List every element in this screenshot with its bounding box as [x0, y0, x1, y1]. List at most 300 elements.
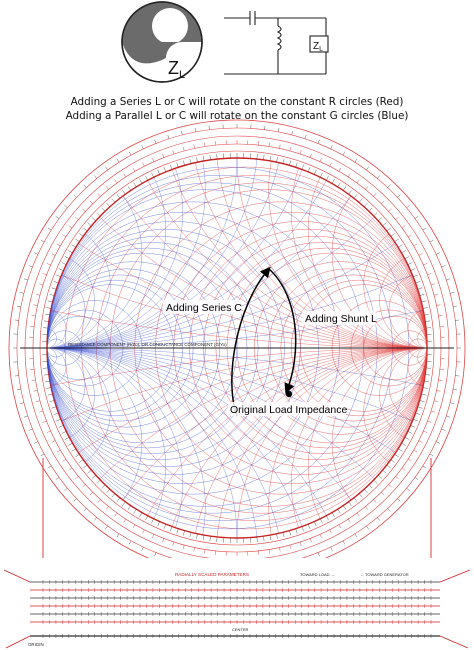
scale-tick	[402, 468, 405, 470]
scale-tick	[173, 150, 174, 154]
scale-tick	[133, 168, 135, 171]
scale-tick	[425, 321, 430, 322]
scale-tick	[402, 226, 405, 228]
scale-tick	[115, 180, 117, 183]
caption-line-parallel: Adding a Parallel L or C will rotate on the constant G circles (Blue)	[65, 110, 409, 122]
smith-chart	[0, 118, 474, 558]
scale-tick	[72, 245, 76, 248]
scale-tick	[415, 477, 418, 479]
scale-tick	[453, 389, 457, 390]
scale-tick	[343, 152, 345, 156]
scale-tick	[75, 476, 78, 479]
scale-tick	[83, 465, 87, 468]
scale-tick	[34, 390, 38, 391]
scale-tick	[411, 425, 416, 427]
scale-tick	[292, 131, 293, 135]
scale-tick	[378, 218, 382, 221]
scale-tick	[43, 368, 48, 369]
scale-tick	[105, 167, 107, 170]
scale-tick	[48, 228, 51, 230]
scale-tick	[204, 549, 205, 553]
scale-tick	[357, 180, 359, 183]
scale-tick	[277, 157, 278, 162]
scale-tick	[318, 553, 319, 557]
scale-tick	[296, 529, 298, 534]
scale-tick	[289, 531, 290, 536]
scale-tick	[75, 454, 79, 457]
scale-tick	[24, 416, 28, 417]
scale-tick	[92, 475, 96, 478]
scale-tick	[398, 245, 402, 248]
scale-tick	[36, 401, 40, 402]
scale-tick	[50, 294, 55, 295]
scale-tick	[405, 256, 409, 258]
scale-tick	[168, 557, 169, 558]
scale-tick	[419, 254, 423, 256]
scale-tick	[209, 126, 210, 130]
scale-endcap	[440, 636, 468, 648]
scale-tick	[397, 195, 400, 198]
scale-tick	[450, 403, 454, 404]
center-label: CENTER	[232, 627, 249, 632]
scale-tick	[29, 429, 33, 430]
scale-tick	[140, 513, 143, 517]
scale-tick	[181, 131, 182, 135]
scale-tick	[164, 167, 166, 172]
scale-tick	[354, 498, 357, 502]
scale-tick	[414, 450, 417, 452]
scale-tick	[217, 537, 218, 542]
scale-tick	[98, 193, 101, 196]
scale-tick	[46, 307, 51, 308]
scale-tick	[65, 256, 69, 258]
scale-tick	[283, 159, 284, 164]
scale-tick	[106, 186, 109, 189]
constant-x-arc	[0, 348, 474, 558]
scale-tick	[446, 416, 450, 417]
scale-tick	[426, 368, 431, 369]
scale-tick	[413, 275, 418, 277]
scale-tick	[117, 498, 120, 502]
scale-tick	[408, 459, 411, 461]
scale-tick	[374, 480, 378, 483]
scale-tick	[395, 454, 399, 457]
original-load-point	[286, 391, 292, 397]
scale-tick	[389, 485, 392, 488]
scale-tick	[300, 150, 301, 154]
scale-tick	[326, 516, 328, 520]
scale-tick	[143, 530, 145, 534]
scale-endcap	[4, 570, 30, 582]
scale-tick	[183, 531, 184, 536]
scale-tick	[455, 376, 459, 377]
caption-line-series: Adding a Series L or C will rotate on the constant R circles (Red)	[70, 96, 404, 108]
original-load-label: Original Load Impedance	[230, 404, 348, 416]
scale-tick	[423, 388, 428, 389]
scale-tick	[112, 199, 115, 203]
scale-tick	[107, 203, 110, 207]
scale-tick	[426, 328, 431, 329]
scale-tick	[170, 527, 172, 532]
scale-tick	[34, 442, 38, 444]
scale-tick	[423, 431, 427, 433]
scale-tick	[279, 548, 280, 552]
scale-tick	[84, 508, 87, 511]
scale-tick	[408, 431, 412, 433]
scale-tick	[330, 530, 332, 534]
scale-tick	[203, 156, 204, 161]
scale-tick	[416, 413, 421, 415]
scale-tick	[94, 175, 97, 178]
scale-tick	[48, 466, 51, 468]
scale-tick	[88, 223, 92, 226]
scale-tick	[145, 516, 147, 520]
scale-tick	[269, 143, 270, 147]
scale-tick	[162, 154, 163, 158]
scale-tick	[257, 537, 258, 542]
scale-tick	[56, 275, 61, 277]
scale-tick	[195, 128, 196, 132]
scale-tick	[210, 155, 211, 160]
scale-tick	[421, 394, 426, 395]
scale-tick	[177, 163, 179, 168]
scale-tick	[365, 186, 368, 189]
scale-tick	[54, 281, 59, 283]
scale-tick	[194, 145, 195, 149]
scale-tick	[102, 485, 105, 489]
scale-tick	[117, 159, 119, 162]
scale-tick	[32, 380, 36, 381]
scale-tick	[364, 203, 367, 207]
scale-tick	[183, 147, 184, 151]
scale-tick	[84, 185, 87, 188]
scale-tick	[140, 179, 143, 183]
scale-tick	[45, 381, 50, 382]
scale-tick	[17, 389, 21, 390]
scale-tick	[47, 431, 51, 433]
scale-tick	[320, 534, 322, 538]
scale-tick	[152, 158, 154, 162]
scale-tick	[190, 159, 191, 164]
scale-tick	[420, 294, 425, 295]
origin-label: ORIGIN	[28, 642, 44, 647]
scale-tick	[94, 518, 97, 521]
scale-tick	[15, 320, 19, 321]
scale-tick	[24, 279, 28, 280]
scale-tick	[170, 165, 172, 170]
scale-tick	[79, 460, 83, 463]
scale-tick	[52, 254, 56, 256]
scale-tick	[102, 208, 105, 212]
scale-tick	[320, 173, 322, 177]
scale-tick	[374, 500, 377, 503]
scale-tick	[450, 292, 454, 293]
scale-tick	[124, 174, 126, 177]
toward-load-label: TOWARD LOAD →	[300, 572, 335, 577]
scale-tick	[289, 161, 290, 166]
scale-tick	[45, 314, 50, 315]
scale-tick	[438, 315, 442, 316]
scale-tick	[164, 524, 166, 529]
scale-tick	[145, 176, 147, 180]
scale-tick	[117, 534, 119, 537]
scale-tick	[152, 173, 154, 177]
scale-tick	[75, 217, 78, 220]
scale-tick	[338, 183, 341, 187]
scale-tick	[107, 489, 110, 493]
shunt-l-label: Adding Shunt L	[305, 313, 377, 325]
scale-tick	[257, 154, 258, 159]
scale-tick	[122, 502, 125, 506]
scale-tick	[339, 168, 341, 171]
scale-tick	[210, 536, 211, 541]
scale-tick	[20, 403, 24, 404]
scale-tick	[64, 488, 67, 491]
scale-tick	[134, 509, 137, 513]
scale-tick	[391, 233, 395, 236]
scale-tick	[50, 400, 55, 401]
scale-tick	[69, 468, 72, 470]
scale-tick	[196, 534, 197, 539]
scale-tick	[204, 143, 205, 147]
scale-tick	[74, 195, 77, 198]
scale-tick	[41, 240, 45, 242]
toward-generator-label: ← TOWARD GENERATOR	[360, 572, 409, 577]
scale-tick	[39, 284, 43, 285]
scale-tick	[15, 376, 19, 377]
scale-tick	[59, 269, 64, 271]
scale-tick	[56, 216, 59, 218]
scale-tick	[305, 557, 306, 558]
scale-tick	[41, 454, 45, 456]
scale-tick	[190, 532, 191, 537]
scale-tick	[98, 500, 101, 503]
scale-tick	[343, 541, 345, 545]
scale-tick	[446, 279, 450, 280]
scale-tick	[54, 413, 59, 415]
scale-tick	[39, 411, 43, 412]
scale-tick	[308, 524, 310, 529]
scale-tick	[349, 502, 352, 506]
scale-tick	[48, 301, 53, 302]
scale-tick	[366, 167, 368, 170]
scale-tick	[56, 477, 59, 479]
scale-tick	[32, 315, 36, 316]
scale-tick	[183, 161, 184, 166]
scale-tick	[203, 535, 204, 540]
scale-tick	[279, 145, 280, 149]
scale-tick	[421, 301, 426, 302]
constant-b-arc	[0, 158, 142, 348]
scale-tick	[366, 526, 368, 529]
scale-tick	[75, 239, 79, 242]
scale-tick	[57, 450, 60, 452]
scale-tick	[381, 201, 384, 204]
scale-tick	[117, 194, 120, 198]
scale-tick	[423, 307, 428, 308]
scale-tick	[162, 538, 163, 542]
scale-tick	[83, 228, 87, 231]
scale-tick	[408, 263, 412, 265]
scale-tick	[418, 407, 423, 409]
scale-tick	[383, 470, 387, 473]
scale-tick	[152, 534, 154, 538]
scale-tick	[427, 273, 431, 274]
scale-tick	[364, 489, 367, 493]
scale-tick	[69, 226, 72, 228]
scale-tick	[359, 494, 362, 498]
scale-tick	[355, 534, 357, 537]
scale-tick	[44, 321, 49, 322]
scale-tick	[134, 183, 137, 187]
scale-tick	[277, 534, 278, 539]
scale-tick	[434, 294, 438, 295]
scale-tick	[129, 541, 131, 545]
scale-tick	[56, 419, 61, 421]
scale-tick	[396, 217, 399, 220]
scale-tick	[374, 213, 378, 216]
scale-tick	[397, 499, 400, 502]
scale-tick	[388, 185, 391, 188]
scale-tick	[381, 492, 384, 495]
scale-tick	[142, 145, 144, 149]
scale-tick	[398, 449, 402, 452]
scale-tick	[326, 176, 328, 180]
scale-tick	[36, 294, 40, 295]
constant-b-arc	[0, 118, 318, 348]
scale-tick	[402, 251, 406, 254]
constant-b-arc	[0, 348, 474, 558]
scale-tick	[72, 449, 76, 452]
scale-tick	[377, 518, 380, 521]
scale-tick	[320, 158, 322, 162]
constant-x-arc	[0, 348, 474, 558]
scale-tick	[437, 305, 441, 306]
scale-tick	[420, 400, 425, 401]
scale-tick	[302, 165, 304, 170]
scale-tick	[396, 476, 399, 479]
scale-tick	[90, 201, 93, 204]
scale-tick	[270, 535, 271, 540]
scale-tick	[424, 314, 429, 315]
scale-tick	[357, 513, 359, 516]
scale-tick	[391, 460, 395, 463]
circuit-load-label: $Z_L$	[313, 41, 324, 53]
scale-tick	[455, 320, 459, 321]
scale-tick	[155, 553, 156, 557]
scale-tick	[332, 513, 335, 517]
series-c-label: Adding Series C	[166, 302, 242, 314]
scale-tick	[300, 542, 301, 546]
scale-tick	[34, 305, 38, 306]
scale-tick	[52, 288, 57, 290]
scale-tick	[389, 209, 392, 212]
scale-tick	[331, 145, 333, 149]
scale-tick	[194, 548, 195, 552]
scale-tick	[383, 223, 387, 226]
constant-b-arc	[0, 348, 474, 558]
scale-tick	[88, 470, 92, 473]
scale-endcap	[6, 636, 30, 648]
scale-tick	[128, 186, 131, 190]
scale-tick	[90, 492, 93, 495]
scale-tick	[405, 437, 409, 439]
scale-tick	[173, 542, 174, 546]
scale-tick	[283, 532, 284, 537]
scale-tick	[142, 547, 144, 551]
scale-tick	[124, 519, 126, 522]
scale-tick	[378, 475, 382, 478]
constant-b-arc	[0, 118, 166, 348]
scale-tick	[302, 527, 304, 532]
scale-tick	[97, 480, 101, 483]
scale-tick	[349, 190, 352, 194]
scale-tick	[290, 545, 291, 549]
scale-tick	[408, 235, 411, 237]
scale-tick	[44, 374, 49, 375]
scale-tick	[177, 529, 179, 534]
scale-tick	[158, 170, 160, 175]
scale-tick	[348, 519, 350, 522]
constant-b-arc	[0, 348, 474, 558]
scale-tick	[263, 155, 264, 160]
scale-tick	[430, 454, 434, 456]
scale-tick	[183, 545, 184, 549]
scale-tick	[68, 251, 72, 254]
scale-tick	[431, 411, 435, 412]
scale-tick	[310, 538, 311, 542]
scale-tick	[354, 194, 357, 198]
scale-tick	[436, 442, 440, 444]
scale-tick	[332, 179, 335, 183]
constant-b-arc	[0, 348, 142, 538]
scale-tick	[331, 547, 333, 551]
scale-tick	[330, 163, 332, 167]
scale-tick	[20, 292, 24, 293]
scale-endcap	[440, 570, 470, 582]
scale-tick	[434, 401, 438, 402]
scale-tick	[388, 508, 391, 511]
scale-tick	[318, 140, 319, 144]
scale-tick	[436, 253, 440, 255]
scale-tick	[339, 525, 341, 528]
scale-tick	[310, 154, 311, 158]
scale-tick	[158, 522, 160, 527]
scale-tick	[343, 506, 346, 510]
scale-tick	[52, 441, 56, 443]
scale-tick	[415, 216, 418, 218]
scale-tick	[52, 407, 57, 409]
scale-tick	[423, 466, 426, 468]
scale-tick	[374, 193, 377, 196]
constant-x-arc	[0, 348, 474, 558]
scale-tick	[29, 266, 33, 267]
scale-tick	[43, 273, 47, 274]
constant-x-arc	[332, 348, 474, 538]
scale-tick	[442, 266, 446, 267]
scale-tick	[387, 228, 391, 231]
scale-tick	[424, 381, 429, 382]
scale-tick	[43, 421, 47, 422]
scale-tick	[270, 156, 271, 161]
scale-tick	[82, 485, 85, 488]
scale-tick	[320, 519, 322, 523]
scale-tick	[106, 507, 109, 510]
scale-tick	[402, 443, 406, 446]
scale-tick	[411, 269, 416, 271]
scale-tick	[413, 419, 418, 421]
scale-tick	[122, 190, 125, 194]
